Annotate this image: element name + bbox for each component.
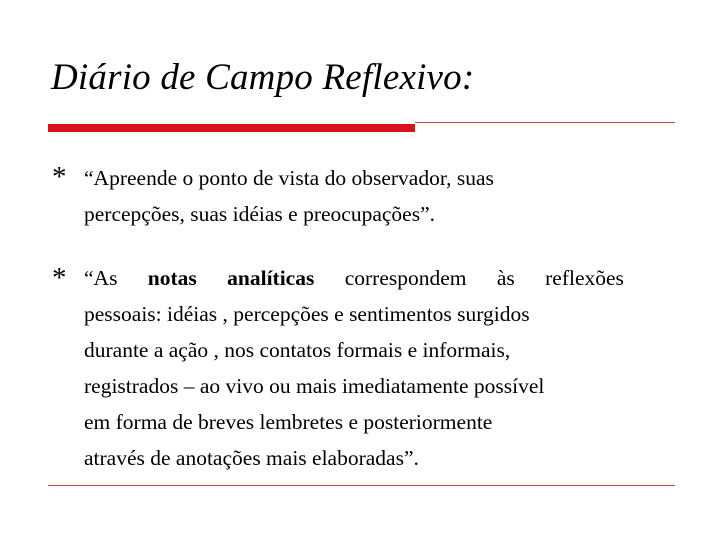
asterisk-icon: * (52, 262, 67, 294)
bold-word-analiticas: analíticas (227, 266, 315, 290)
bullet-2-line-4: registrados – ao vivo ou mais imediatamente possível (84, 374, 545, 398)
bullet-text-1 (84, 160, 604, 232)
bold-word-notas: notas (147, 266, 197, 290)
slide-title: Diário de Campo Reflexivo: (51, 57, 475, 98)
word: correspondem (344, 266, 467, 290)
bullet-1-line-2: percepções, suas idéias e preocupações”. (84, 202, 435, 226)
asterisk-icon: * (52, 161, 67, 193)
bullet-1-line-1: “Apreende o ponto de vista do observador, suas (84, 166, 494, 190)
bullet-2-line-2: pessoais: idéias , percepções e sentimentos surgidos (84, 302, 530, 326)
word: às (496, 266, 515, 290)
bullet-2-line-6: através de anotações mais elaboradas”. (84, 446, 419, 470)
bullet-2-line-5: em forma de breves lembretes e posteriormente (84, 410, 493, 434)
bullet-text-2 (84, 260, 624, 476)
word: reflexões (545, 266, 624, 290)
title-underline-thin (415, 122, 675, 123)
bullet-2-line-1 (84, 260, 624, 296)
quote-open-word: “As (84, 266, 118, 290)
bottom-rule (48, 485, 675, 486)
bullet-2-line-3: durante a ação , nos contatos formais e informais, (84, 338, 511, 362)
title-underline-thick (48, 124, 415, 132)
